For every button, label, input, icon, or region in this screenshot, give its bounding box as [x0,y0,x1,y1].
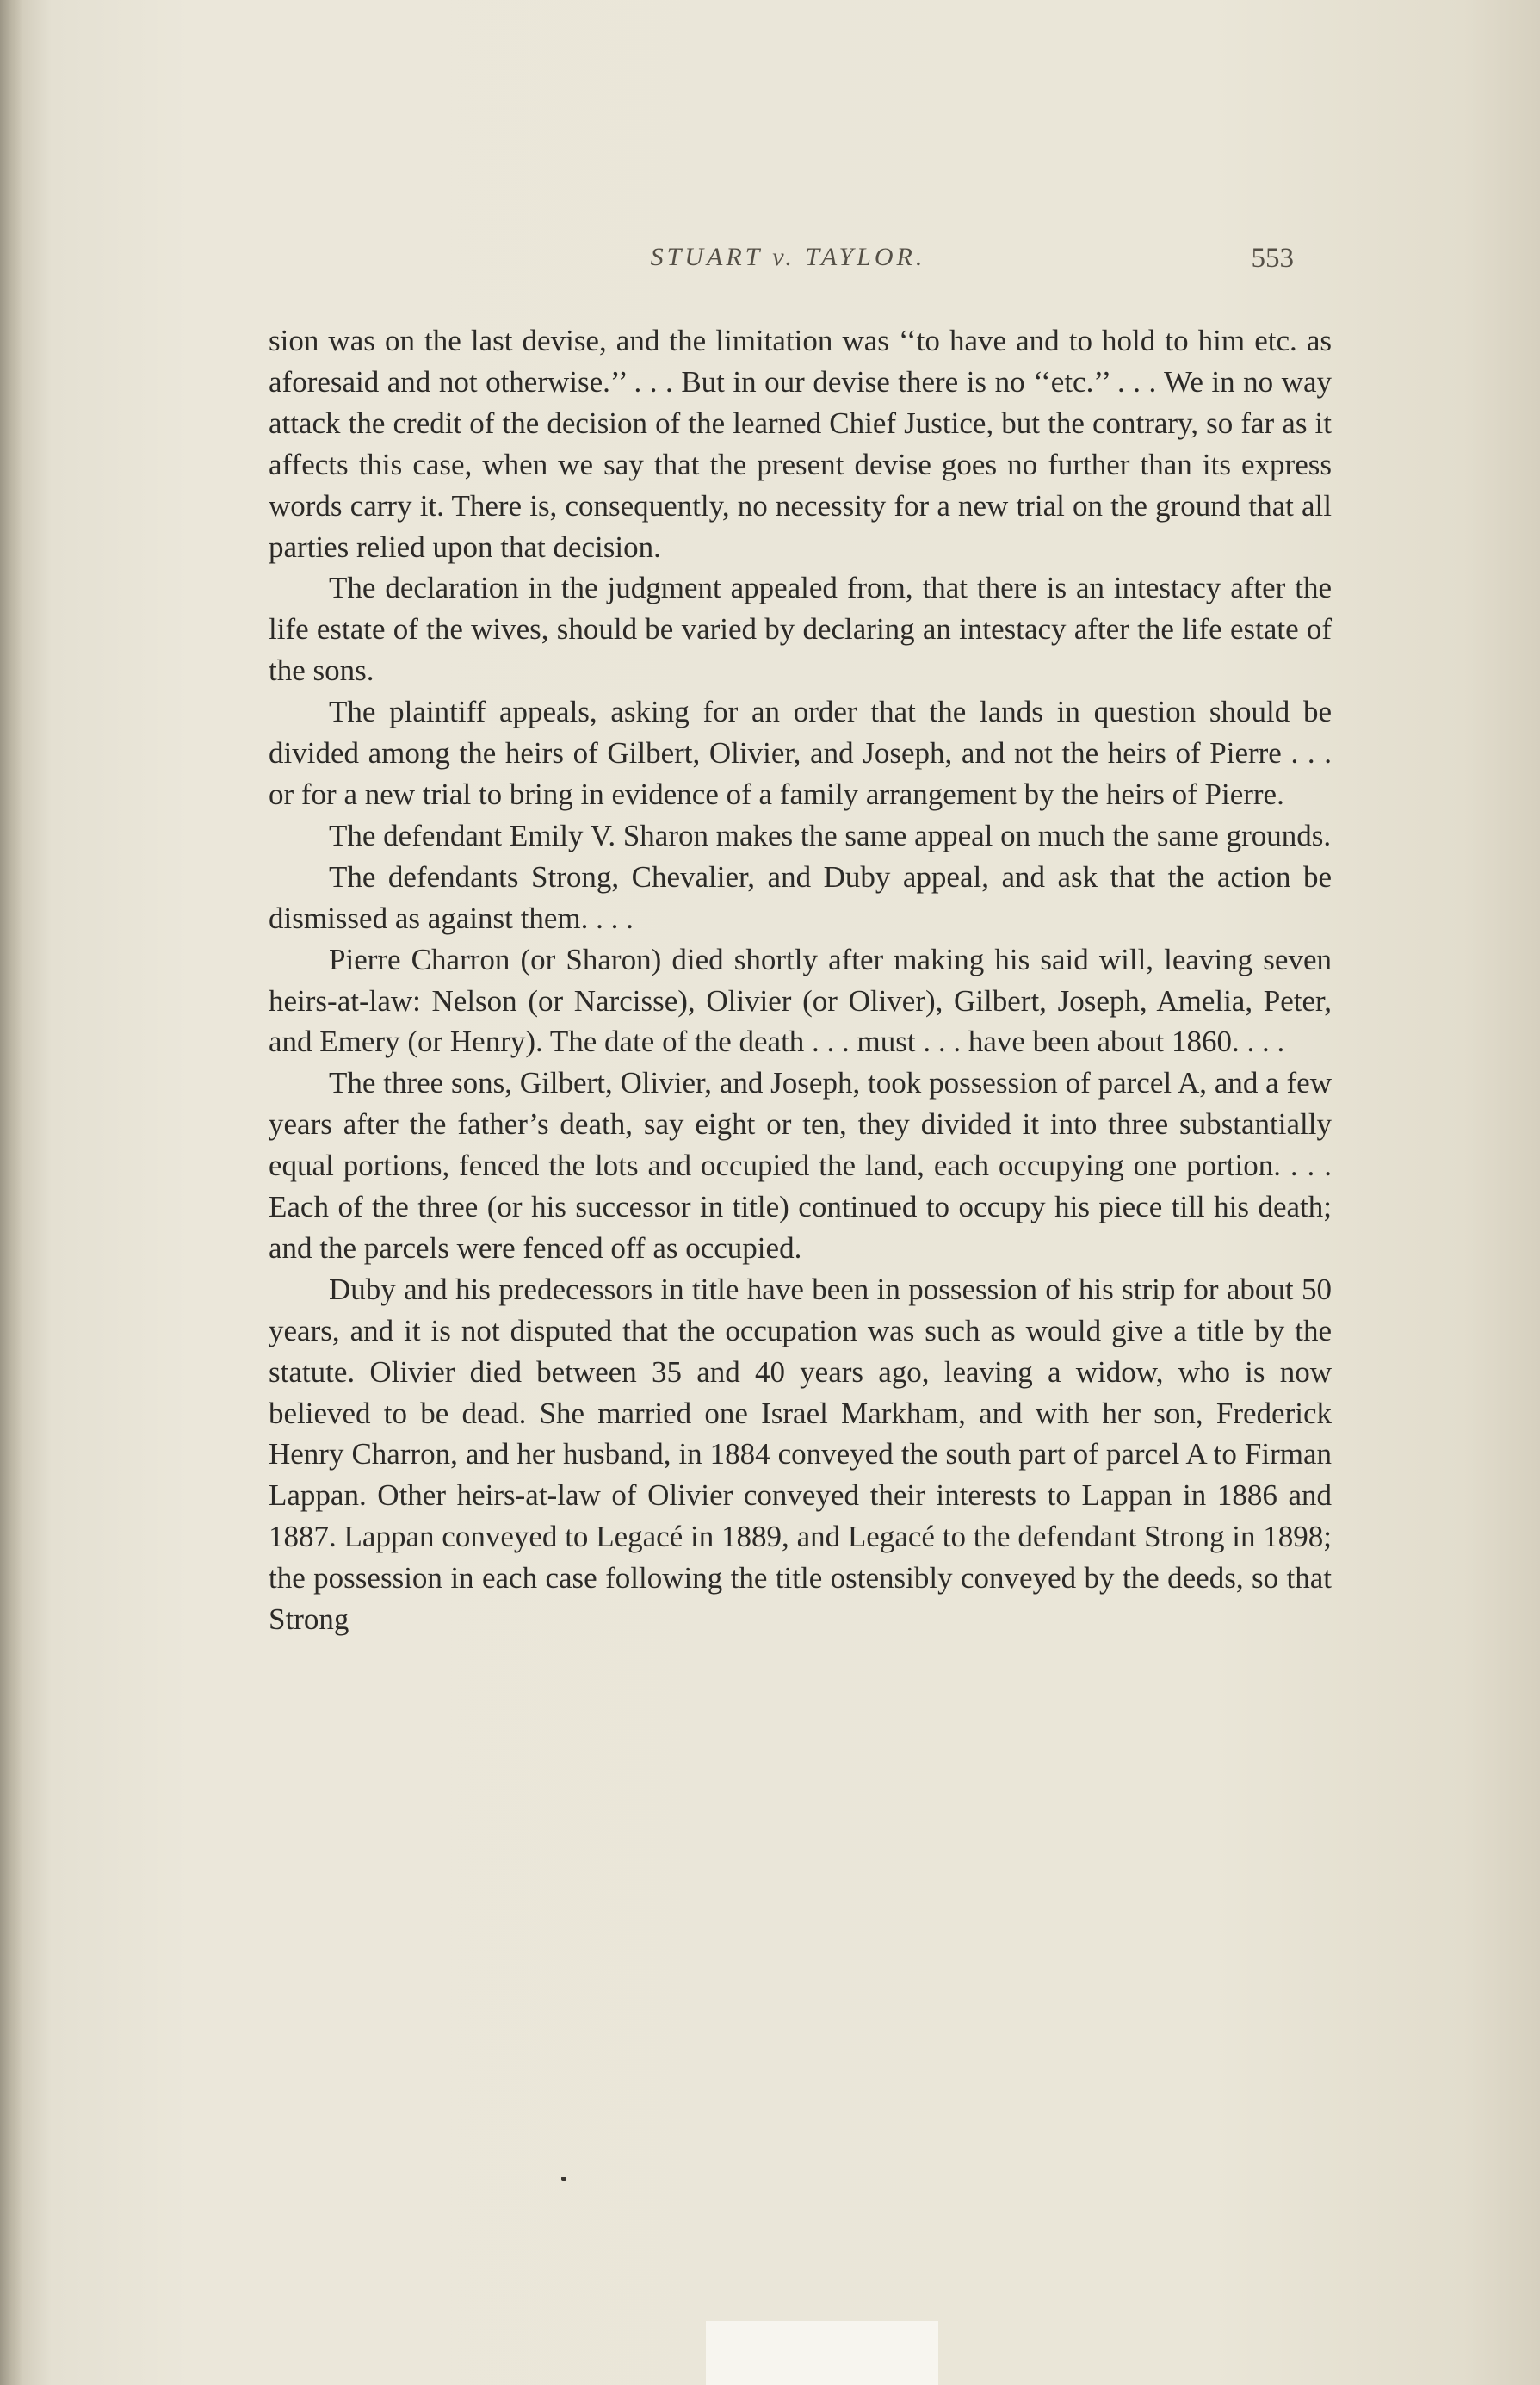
running-head: STUART v. TAYLOR. [650,243,926,271]
paragraph-6: Pierre Charron (or Sharon) died shortly after making his said will, leaving seven heirs-at-law: Nelson (or Narcisse), Olivier (or Oliver), Gilbert, Joseph, Amelia, Peter, and Emery (or Henry). The date of the death . . . must . . . have been about 1860. . . . [269,942,1332,1059]
ink-speck [561,2177,566,2181]
paper-tab [706,2321,938,2385]
paragraph-8: Duby and his predecessors in title have been in possession of his strip for about 50 years, and it is not disputed that the occupation was such as would give a title by the statute. Olivier died between 35 and 40 years ago, leaving a widow, who is now believed to be dead. She married one Israel Markham, and with her son, Frederick Henry Charron, and her husband, in 1884 conveyed the south part of parcel A to Firman Lappan. Other heirs-at-law of Olivier conveyed their interests to Lappan in 1886 and 1887. Lappan conveyed to Legacé in 1889, and Legacé to the defendant Strong in 1898; the possession in each case following the title ostensibly conveyed by the deeds, so that Strong [269,1272,1332,1637]
paragraph-5: The defendants Strong, Chevalier, and Duby appeal, and ask that the action be dismissed as against them. . . . [269,859,1332,935]
page-gutter-shadow [0,0,22,2385]
paragraph-7: The three sons, Gilbert, Olivier, and Joseph, took possession of parcel A, and a few years after the father’s death, say eight or ten, they divided it into three substantially equal portions, fenced the lots and occupied the land, each occupying one portion. . . . Each of the three (or his successor in title) continued to occupy his piece till his death; and the parcels were fenced off as occupied. [269,1066,1332,1265]
paragraph-1: sion was on the last devise, and the limitation was ‘‘to have and to hold to him etc. as aforesaid and not otherwise.’’ . . . But in our devise there is no ‘‘etc.’’ . . . We in no way attack the credit of the decision of the learned Chief Justice, but the contrary, so far as it affects this case, when we say that the present devise goes no further than its express words carry it. There is, consequently, no necessity for a new trial on the ground that all parties relied upon that decision. [269,324,1332,564]
body-text [269,320,1332,1640]
page-number: 553 [1251,243,1294,274]
paragraph-4: The defendant Emily V. Sharon makes the same appeal on much the same grounds. [329,818,1332,852]
paragraph-3: The plaintiff appeals, asking for an order that the lands in question should be divided among the heirs of Gilbert, Olivier, and Joseph, and not the heirs of Pierre . . . or for a new trial to bring in evidence of a family arrangement by the heirs of Pierre. [269,695,1332,811]
paragraph-2: The declaration in the judgment appealed from, that there is an intestacy after the life estate of the wives, should be varied by declaring an intestacy after the life estate of the sons. [269,571,1332,688]
page-header [282,243,1294,286]
